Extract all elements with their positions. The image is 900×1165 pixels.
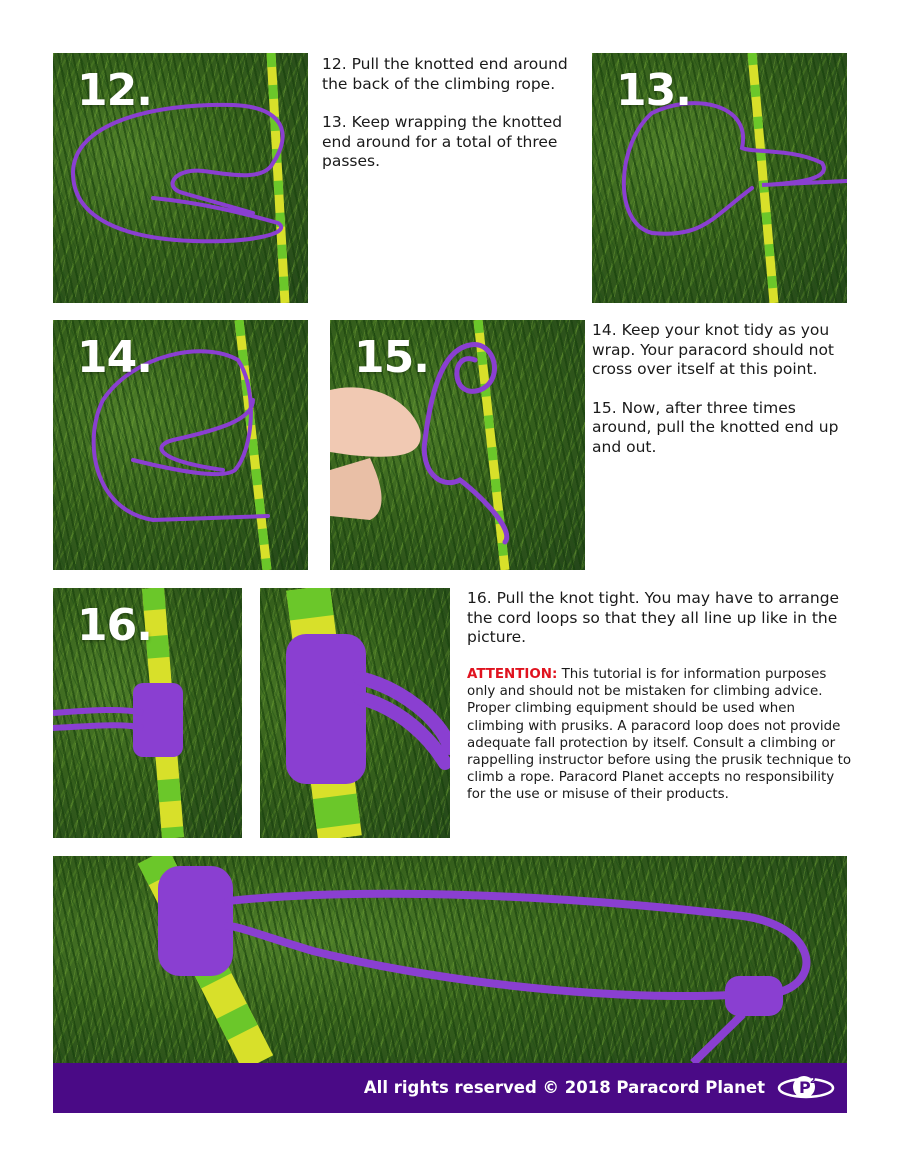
footer-copyright: All rights reserved © 2018 Paracord Planet	[363, 1078, 765, 1097]
photo-step-14	[53, 320, 308, 570]
photo-final-knot	[53, 856, 847, 1063]
step-15-text: 15. Now, after three times around, pull the knotted end up and out.	[592, 398, 839, 456]
step-number-15: 15.	[354, 332, 429, 383]
step-14-text: 14. Keep your knot tidy as you wrap. Your paracord should not cross over itself at this point.	[592, 321, 834, 378]
logo-superscript: 2	[810, 1076, 816, 1085]
attention-body: This tutorial is for information purposes only and should not be mistaken for climbing advice. Proper climbing equipment should be used when climbing with prusiks. A paracord loop does not provide adequate fall protection by itself. Consult a climbing or rappelling instructor before using the prusik technique to climb a rope. Paracord Planet accepts no responsibility for the use or misuse of their products.	[467, 667, 852, 803]
paracord-illustration	[53, 856, 847, 1063]
photo-step-12	[53, 53, 308, 303]
photo-step-16	[53, 588, 242, 838]
step-16-text: 16. Pull the knot tight. You may have to arrange the cord loops so that they all line up like in the picture.	[467, 589, 840, 646]
footer-bar	[53, 1063, 847, 1113]
step-number-16: 16.	[77, 600, 152, 651]
steps-14-15-text	[592, 321, 850, 476]
logo-letter: P	[799, 1078, 811, 1097]
step-number-13: 13.	[616, 65, 691, 116]
steps-12-13-text	[322, 55, 584, 191]
step-number-12: 12.	[77, 65, 152, 116]
step-13-text: 13. Keep wrapping the knotted end around for a total of three passes.	[322, 113, 563, 170]
paracord-illustration	[260, 588, 450, 838]
attention-label: ATTENTION:	[467, 667, 558, 682]
attention-disclaimer	[467, 666, 852, 804]
step-16-text-block	[467, 589, 852, 667]
photo-step-16-closeup	[260, 588, 450, 838]
photo-step-13	[592, 53, 847, 303]
step-12-text: 12. Pull the knotted end around the back of the climbing rope.	[322, 55, 568, 93]
photo-step-15	[330, 320, 585, 570]
paracord-planet-logo	[777, 1071, 835, 1105]
step-number-14: 14.	[77, 332, 152, 383]
